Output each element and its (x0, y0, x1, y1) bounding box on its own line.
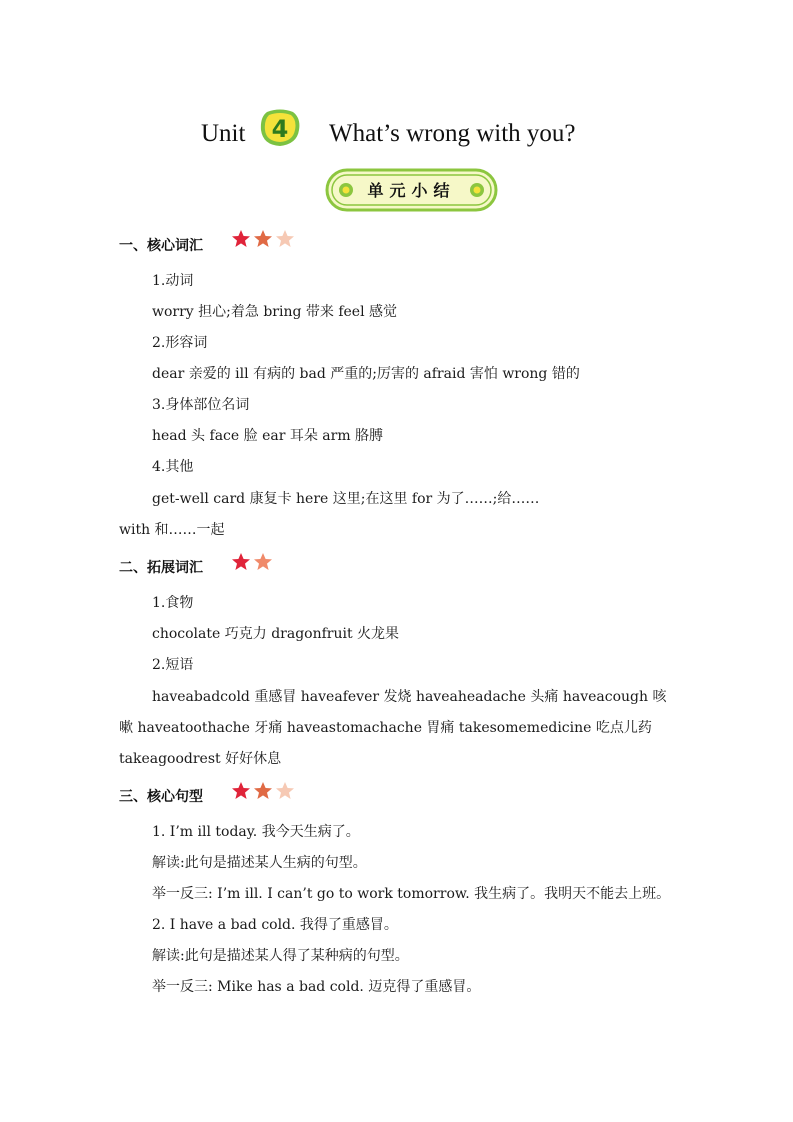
star-full-icon (232, 230, 250, 247)
unit-name: What’s wrong with you? (329, 120, 576, 147)
unit-word: Unit (201, 120, 246, 147)
section-heading-core-sentences: 三、核心句型 (119, 789, 203, 805)
s1-line-4: dear 亲爱的 ill 有病的 bad 严重的;厉害的 afraid 害怕 wrong 错的 (152, 366, 580, 382)
s1-line-9: with 和……一起 (119, 522, 225, 538)
s3-line-2: 解读:此句是描述某人生病的句型。 (152, 855, 367, 871)
s2-line-6: takeagoodrest 好好休息 (119, 751, 282, 767)
s2-line-5: 嗽 haveatoothache 牙痛 haveastomachache 胃痛 takesomemedicine 吃点儿药 (119, 720, 652, 736)
s2-line-3: 2.短语 (152, 657, 194, 673)
rating-stars-1 (231, 229, 297, 249)
s3-line-4: 2. I have a bad cold. 我得了重感冒。 (152, 917, 398, 933)
s2-line-1: 1.食物 (152, 595, 194, 611)
section-heading-core-vocab: 一、核心词汇 (119, 238, 203, 254)
rating-stars-3 (231, 781, 297, 801)
star-full-icon (254, 782, 272, 799)
star-half-icon (276, 782, 294, 799)
s3-line-6: 举一反三: Mike has a bad cold. 迈克得了重感冒。 (152, 979, 481, 995)
s1-line-1: 1.动词 (152, 273, 194, 289)
summary-label: 单元小结 (367, 181, 456, 200)
section-heading-extended-vocab: 二、拓展词汇 (119, 560, 203, 576)
star-half-icon (276, 230, 294, 247)
star-full-icon (254, 230, 272, 247)
star-half-icon (254, 553, 272, 570)
s1-line-2: worry 担心;着急 bring 带来 feel 感觉 (152, 304, 398, 320)
s1-line-8: get-well card 康复卡 here 这里;在这里 for 为了……;给…… (152, 491, 540, 507)
s1-line-7: 4.其他 (152, 459, 194, 475)
s1-line-3: 2.形容词 (152, 335, 208, 351)
s3-line-3: 举一反三: I’m ill. I can’t go to work tomorrow. 我生病了。我明天不能去上班。 (152, 886, 671, 902)
star-full-icon (232, 782, 250, 799)
unit-number: 4 (271, 115, 289, 143)
unit-number-badge (259, 108, 301, 148)
s3-line-5: 解读:此句是描述某人得了某种病的句型。 (152, 948, 409, 964)
star-full-icon (232, 553, 250, 570)
rating-stars-2 (231, 552, 275, 572)
s1-line-6: head 头 face 脸 ear 耳朵 arm 胳膊 (152, 428, 384, 444)
s1-line-5: 3.身体部位名词 (152, 397, 250, 413)
s2-line-4: haveabadcold 重感冒 haveafever 发烧 haveaheadache 头痛 haveacough 咳 (152, 689, 667, 705)
s2-line-2: chocolate 巧克力 dragonfruit 火龙果 (152, 626, 400, 642)
s3-line-1: 1. I’m ill today. 我今天生病了。 (152, 824, 360, 840)
